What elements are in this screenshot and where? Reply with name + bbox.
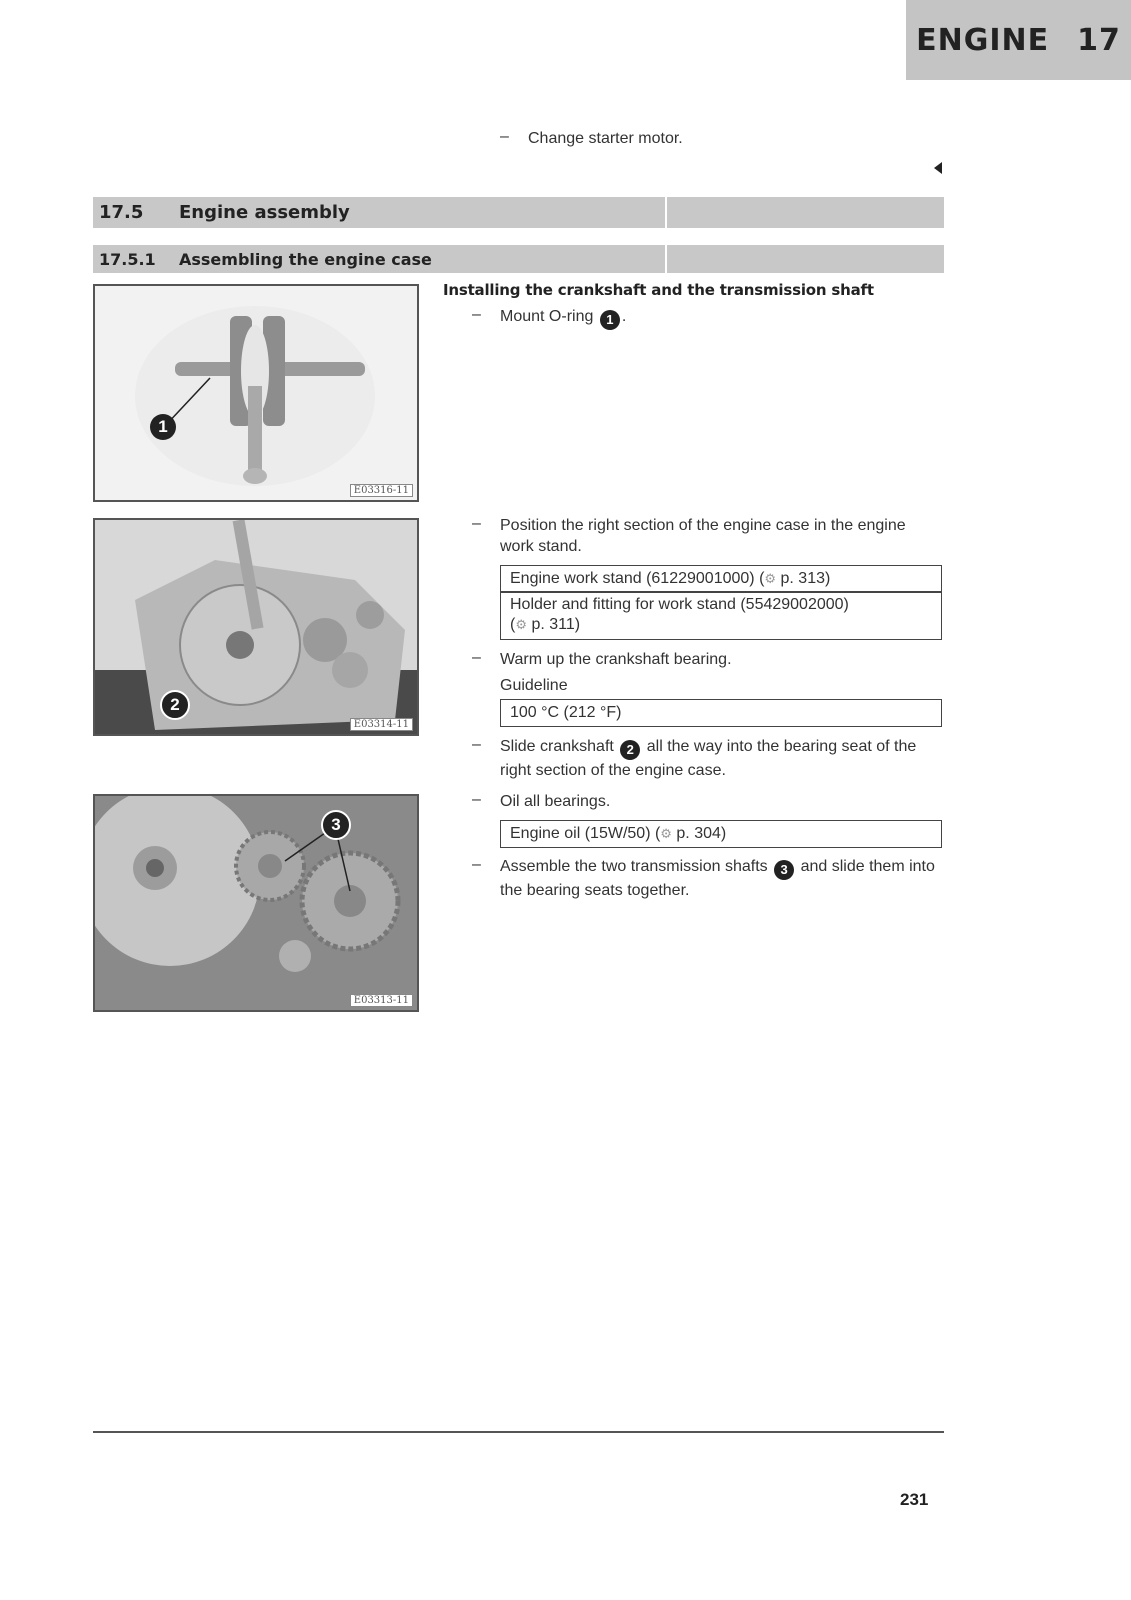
reference-icon: ⚙ (515, 617, 527, 632)
end-marker-icon (934, 162, 942, 174)
bullet-dash: – (472, 856, 481, 873)
subsection-title: Assembling the engine case (179, 249, 432, 269)
bullet-dash: – (500, 128, 509, 145)
step-assemble-shafts: Assemble the two transmission shafts 3 and slide them into the bearing seats together. (500, 858, 935, 899)
chapter-tab (906, 0, 1131, 80)
procedure-heading: Installing the crankshaft and the transmission shaft (443, 281, 874, 299)
callout-badge-1: 1 (600, 310, 620, 330)
step-warm-bearing: Warm up the crankshaft bearing. (500, 651, 732, 668)
transmission-photo (93, 794, 419, 1012)
guideline-box: 100 °C (212 °F) (500, 699, 942, 727)
photo-callout-1: 1 (150, 414, 176, 440)
figure-code: E03313-11 (350, 994, 413, 1007)
step-oil-bearings: Oil all bearings. (500, 793, 611, 810)
section-header (93, 197, 944, 228)
subsection-number: 17.5.1 (99, 249, 156, 269)
step-position-case: Position the right section of the engine case in the engine work stand. (500, 517, 906, 555)
guideline-label: Guideline (500, 677, 568, 694)
section-title: Engine assembly (179, 202, 350, 223)
photo-callout-3: 3 (321, 810, 351, 840)
photo-callout-2: 2 (160, 690, 190, 720)
engine-case-photo (93, 518, 419, 736)
chapter-number: 17 (1077, 22, 1121, 58)
callout-badge-2: 2 (620, 740, 640, 760)
figure-code: E03316-11 (350, 484, 413, 497)
chapter-title: ENGINE (916, 22, 1050, 58)
section-number: 17.5 (99, 202, 144, 223)
reference-icon: ⚙ (660, 826, 672, 841)
engine-case-illustration (95, 520, 417, 734)
page-number: 231 (900, 1490, 929, 1509)
tool-box-holder: Holder and fitting for work stand (55429002000) (⚙ p. 311) (500, 591, 942, 640)
crankshaft-illustration (95, 286, 417, 500)
callout-badge-3: 3 (774, 860, 794, 880)
bullet-dash: – (472, 736, 481, 753)
page-reference-link[interactable]: p. 313) (780, 570, 831, 587)
figure-code: E03314-11 (350, 718, 413, 731)
subsection-header (93, 245, 944, 273)
bullet-dash: – (472, 306, 481, 323)
footer-rule (93, 1431, 944, 1433)
reference-icon: ⚙ (764, 571, 777, 586)
transmission-illustration (95, 796, 417, 1010)
oil-spec-box: Engine oil (15W/50) (⚙ p. 304) (500, 820, 942, 848)
bullet-dash: – (472, 515, 481, 532)
header-divider (665, 245, 667, 273)
bullet-dash: – (472, 791, 481, 808)
crankshaft-photo (93, 284, 419, 502)
step-slide-crankshaft: Slide crankshaft 2 all the way into the bearing seat of the right section of the engine case. (500, 738, 917, 779)
page-reference-link[interactable]: p. 304) (676, 825, 727, 842)
tool-box-work-stand: Engine work stand (61229001000) (⚙ p. 313) (500, 565, 942, 593)
header-divider (665, 197, 667, 228)
bullet-dash: – (472, 649, 481, 666)
intro-step-text: Change starter motor. (528, 130, 683, 147)
step-mount-oring: Mount O-ring 1 . (500, 306, 626, 330)
page-reference-link[interactable]: p. 311) (531, 616, 581, 633)
